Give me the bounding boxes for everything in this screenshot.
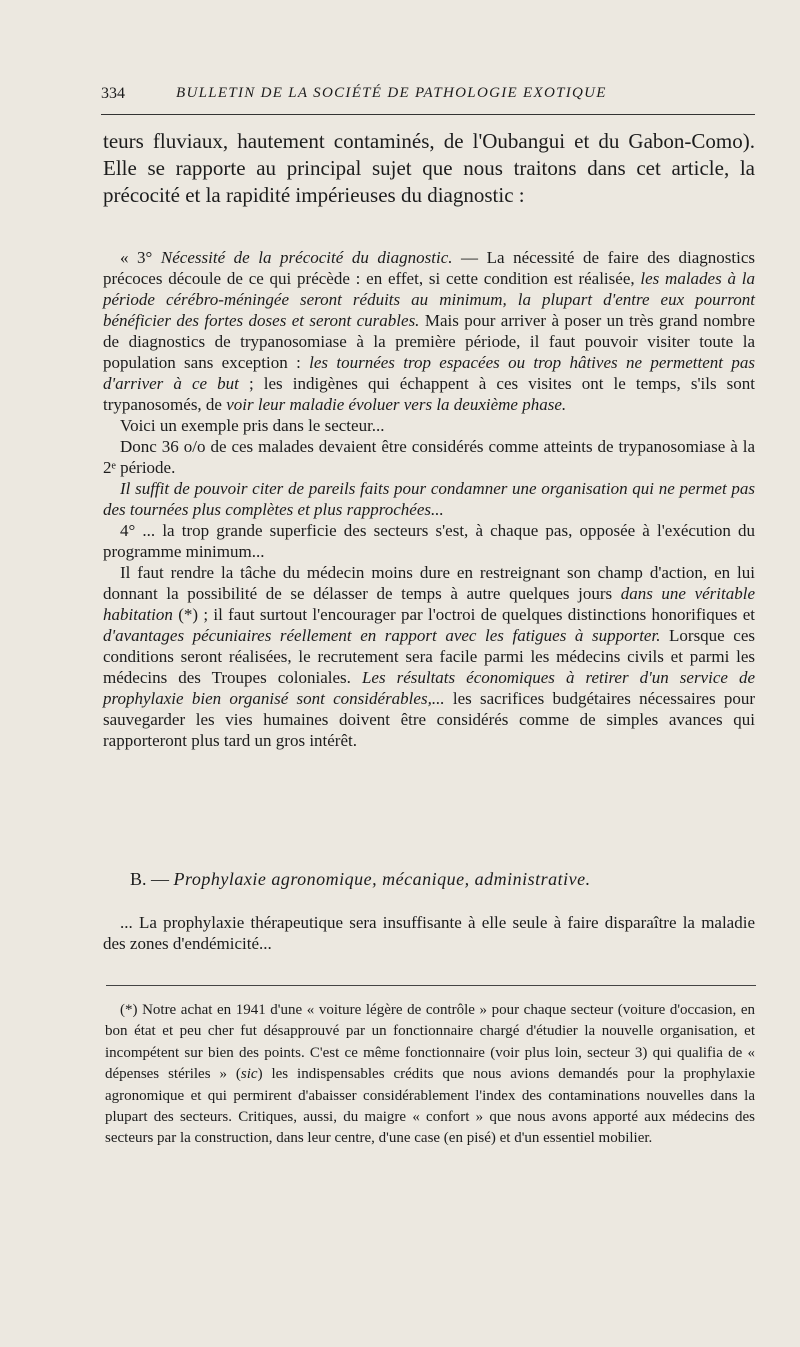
text-run: ) les indispensables crédits que nous avions demandés pour la prophylaxie agronomique et qui permirent d'abaisser considérablement l'index des contaminations nouvelles dans la plupart des secteurs. Critiques, aussi, du maigre « confort » que nous avons apporté aux médecins des secteurs par la construction, dans leur centre, d'une case (en pisé) et d'un essentiel mobilier. <box>105 1066 755 1147</box>
quote-paragraph-4: 4° ... la trop grande superficie des secteurs s'est, à chaque pas, opposée à l'exécution du programme minimum... <box>103 521 755 561</box>
section-title: Prophylaxie agronomique, mécanique, administrative. <box>173 869 591 889</box>
footnote-rule <box>106 985 756 986</box>
quote-recommendations <box>103 562 755 751</box>
text-run: Lorsque ces conditions seront réalisées, le recrutement sera facile parmi les médecins civils et parmi les médecins des Troupes coloniales. <box>103 626 756 687</box>
text-run: (*) Notre achat en 1941 d'une « voiture légère de contrôle » pour chaque secteur (voiture d'occasion, en bon état et peu cher fut désapprouvé par un fonctionnaire chargé d'étudier la nouvelle organisation, et incompétent sur bien des points. C'est ce même fonctionnaire (voir plus loin, secteur 3) qui qualifia de « dépenses stériles » ( <box>105 1002 755 1083</box>
italic-run: voir leur maladie évoluer vers la deuxième phase. <box>226 395 567 414</box>
text-run: — La nécessité de faire des diagnostics précoces découle de ce qui précède : en effet, si cette condition est réalisée, <box>103 248 756 288</box>
intro-paragraph: teurs fluviaux, hautement contaminés, de l'Oubangui et du Gabon-Como). Elle se rapporte au principal sujet que nous traitons dans cet article, la précocité et la rapidité impérieuses du diagnostic : <box>103 129 755 207</box>
quote-italic-paragraph <box>103 478 755 520</box>
italic-run: d'avantages pécuniaires réellement en rapport avec les fatigues à supporter. <box>103 626 661 645</box>
italic-run: dans une véritable habitation <box>103 584 755 624</box>
item-number: « 3° <box>120 248 153 267</box>
quote-conclusion: Donc 36 o/o de ces malades devaient être considérés comme atteints de trypanosomiase à la 2ᵉ période. <box>103 437 755 477</box>
text-run: les sacrifices budgétaires nécessaires pour sauvegarder les vies humaines doivent être considérés comme de simples avances qui rapporteront plus tard un gros intérêt. <box>103 689 755 750</box>
text-run: Il faut rendre la tâche du médecin moins dure en restreignant son champ d'action, en lui donnant la possibilité de se délasser de temps à autre quelques jours <box>103 563 755 603</box>
quoted-report <box>103 247 755 751</box>
journal-title: BULLETIN DE LA SOCIÉTÉ DE PATHOLOGIE EXOTIQUE <box>176 85 607 101</box>
quote-paragraph-3 <box>103 247 755 415</box>
section-paragraph: ... La prophylaxie thérapeutique sera insuffisante à elle seule à faire disparaître la maladie des zones d'endémicité... <box>103 913 755 953</box>
italic-run: Les résultats économiques à retirer d'un service de prophylaxie bien organisé sont considérables,... <box>103 668 755 708</box>
quote-example: Voici un exemple pris dans le secteur... <box>120 416 385 435</box>
text-run: ; les indigènes qui échappent à ces visites ont le temps, s'ils sont trypanosomés, de <box>103 374 755 414</box>
page-number: 334 <box>101 85 125 102</box>
italic-run: Il suffit de pouvoir citer de pareils faits pour condamner une organisation qui ne permet pas des tournées plus complètes et plus rapprochées... <box>103 479 755 519</box>
text-run: (*) ; il faut surtout l'encourager par l'octroi de quelques distinctions honorifiques et <box>172 605 755 624</box>
italic-run: sic <box>240 1066 258 1083</box>
section-label: B. — <box>130 869 174 889</box>
running-header <box>101 85 755 109</box>
header-rule <box>101 114 755 115</box>
footnote <box>105 1000 755 1150</box>
section-heading <box>130 867 755 891</box>
italic-run: les malades à la période cérébro-méningée seront réduits au minimum, la plupart d'entre eux pourront bénéficier des fortes doses et seront curables. <box>103 269 755 330</box>
text-run: Mais pour arriver à poser un très grand nombre de diagnostics de trypanosomiase à la première période, il faut pouvoir visiter toute la population sans exception : <box>103 311 755 372</box>
item-heading: Nécessité de la précocité du diagnostic. <box>160 248 453 267</box>
italic-run: les tournées trop espacées ou trop hâtives ne permettent pas d'arriver à ce but <box>103 353 755 393</box>
